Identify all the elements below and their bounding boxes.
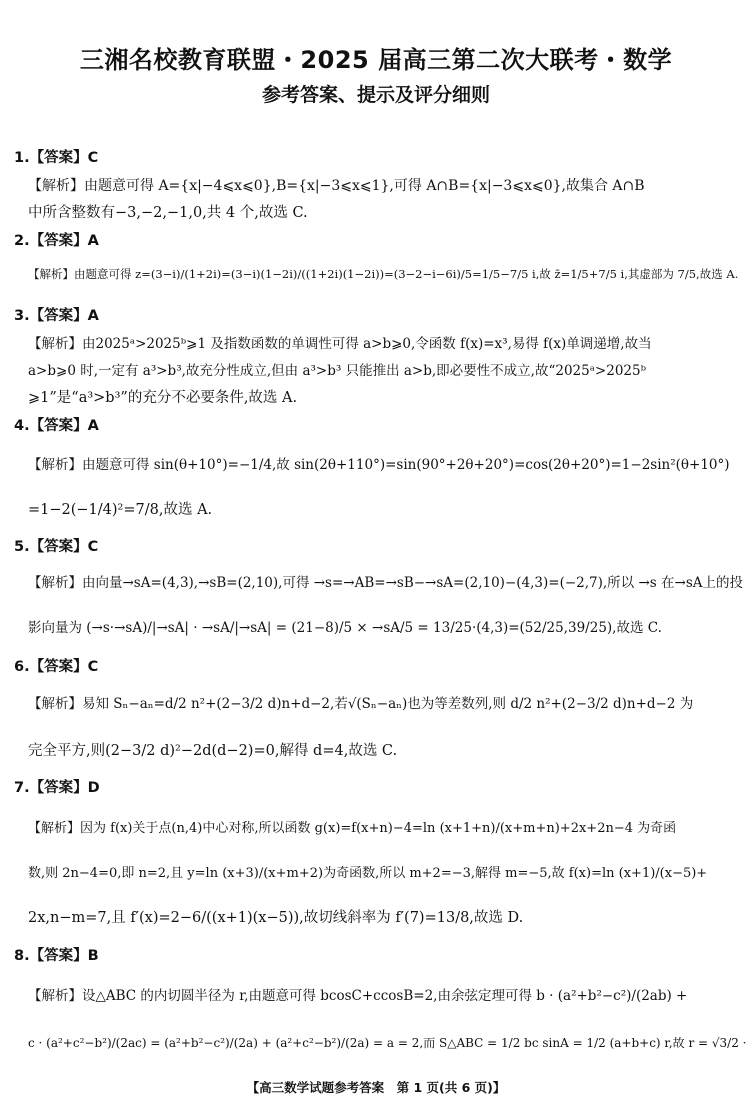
explanation-line: 【解析】由题意可得 sin(θ+10°)=−1/4,故 sin(2θ+110°)=sin(90°+2θ+20°)=cos(2θ+20°)=1−2sin²(θ+10°) [28, 457, 730, 473]
explanation-line: 完全平方,则(2−3/2 d)²−2d(d−2)=0,解得 d=4,故选 C. [28, 743, 398, 759]
explanation-line: a>b⩾0 时,一定有 a³>b³,故充分性成立,但由 a³>b³ 只能推出 a>b,即必要性不成立,故“2025ᵃ>2025ᵇ [28, 363, 646, 379]
page-subtitle: 参考答案、提示及评分细则 [261, 84, 490, 106]
explanation-line: 数,则 2n−4=0,即 n=2,且 y=ln (x+3)/(x+m+2)为奇函数,所以 m+2=−3,解得 m=−5,故 f(x)=ln (x+1)/(x−5)+ [28, 866, 708, 881]
page-title: 三湘名校教育联盟・2025 届高三第二次大联考・数学 [79, 46, 673, 74]
explanation-line: 【解析】由题意可得 z=(3−i)/(1+2i)=(3−i)(1−2i)/((1+2i)(1−2i))=(3−2−i−6i)/5=1/5−7/5 i,故 z̄=1/5+7/5 i,其虚部为 7/5,故选 A. [28, 267, 739, 281]
explanation-line: 【解析】由向量→sA=(4,3),→sB=(2,10),可得 →s=→AB=→sB−→sA=(2,10)−(4,3)=(−2,7),所以 →s 在→sA上的投 [28, 575, 743, 591]
answer-label: 7.【答案】D [14, 780, 100, 796]
answer-label: 8.【答案】B [14, 948, 99, 964]
explanation-line: 【解析】易知 Sₙ−aₙ=d/2 n²+(2−3/2 d)n+d−2,若√(Sₙ−aₙ)也为等差数列,则 d/2 n²+(2−3/2 d)n+d−2 为 [28, 696, 694, 712]
explanation-line: 2x,n−m=7,且 f′(x)=2−6/((x+1)(x−5)),故切线斜率为 f′(7)=13/8,故选 D. [28, 910, 524, 926]
answer-label: 4.【答案】A [14, 418, 99, 434]
explanation-line: 【解析】因为 f(x)关于点(n,4)中心对称,所以函数 g(x)=f(x+n)−4=ln (x+1+n)/(x+m+n)+2x+2n−4 为奇函 [28, 821, 677, 836]
page-footer: 【高三数学试题参考答案 第 1 页(共 6 页)】 [246, 1080, 506, 1095]
explanation-line: 中所含整数有−3,−2,−1,0,共 4 个,故选 C. [28, 205, 308, 221]
explanation-line: =1−2(−1/4)²=7/8,故选 A. [28, 502, 213, 518]
answer-label: 5.【答案】C [14, 539, 99, 555]
explanation-line: 影向量为 (→s·→sA)/|→sA| · →sA/|→sA| = (21−8)/5 × →sA/5 = 13/25·(4,3)=(52/25,39/25),故选 C. [28, 620, 662, 636]
explanation-line: 【解析】由2025ᵃ>2025ᵇ⩾1 及指数函数的单调性可得 a>b⩾0,令函数 f(x)=x³,易得 f(x)单调递增,故当 [28, 336, 652, 352]
answer-label: 6.【答案】C [14, 659, 99, 675]
explanation-line: ⩾1”是“a³>b³”的充分不必要条件,故选 A. [28, 390, 298, 406]
answer-label: 3.【答案】A [14, 308, 99, 324]
answer-label: 1.【答案】C [14, 150, 99, 166]
explanation-line: 【解析】设△ABC 的内切圆半径为 r,由题意可得 bcosC+ccosB=2,由余弦定理可得 b · (a²+b²−c²)/(2ab) + [28, 988, 688, 1004]
explanation-line: 【解析】由题意可得 A={x|−4⩽x⩽0},B={x|−3⩽x⩽1},可得 A∩B={x|−3⩽x⩽0},故集合 A∩B [28, 178, 645, 194]
explanation-line: c · (a²+c²−b²)/(2ac) = (a²+b²−c²)/(2a) + (a²+c²−b²)/(2a) = a = 2,而 S△ABC = 1/2 bc sinA = 1/2 (a+b+c) r,故 r = √3/2 · [28, 1036, 747, 1050]
answer-label: 2.【答案】A [14, 233, 99, 249]
